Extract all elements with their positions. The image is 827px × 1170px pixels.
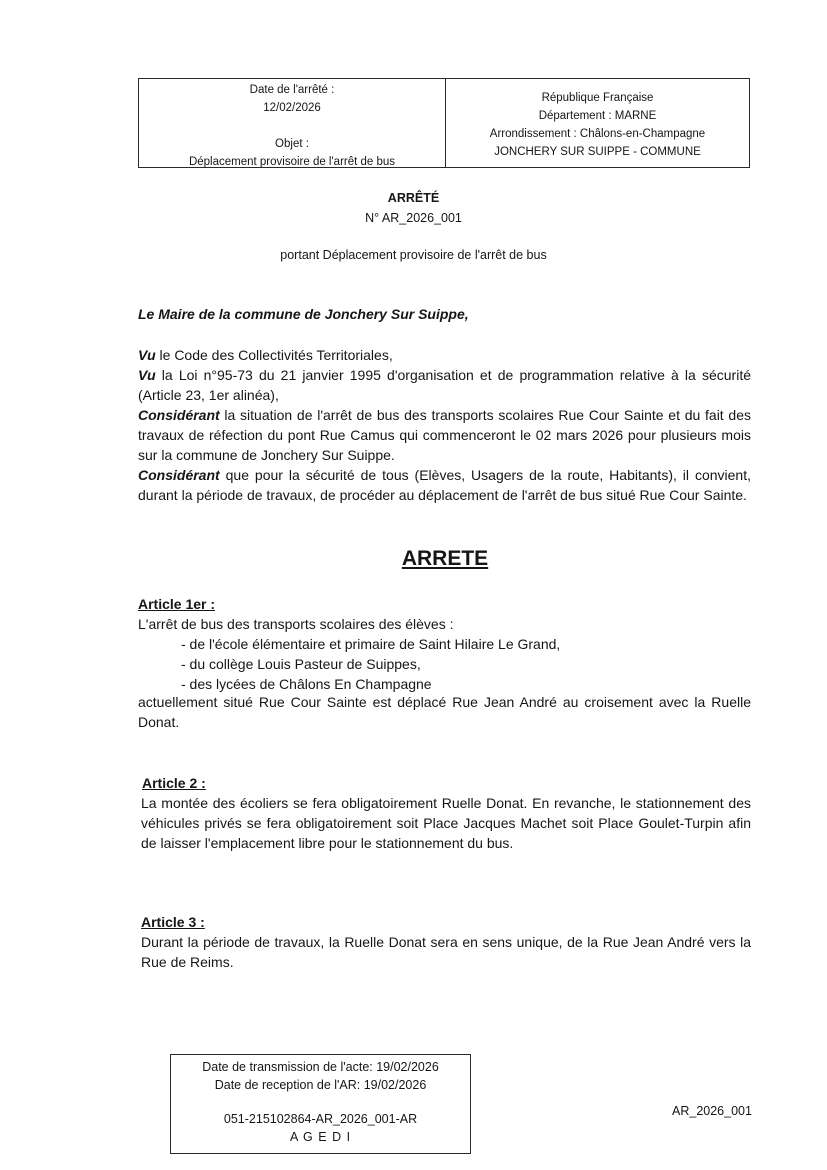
transmission-stamp [170,1054,471,1154]
considerant-securite-text: que pour la sécurité de tous (Elèves, Usagers de la route, Habitants), il convient, durant la période de travaux, de procéder au déplacement de l'arrêt de bus situé Rue Cour Sainte. [138,467,751,503]
republique-line: République Française [541,92,654,104]
header-left-cell [139,79,446,167]
article-3-title: Article 3 : [141,914,205,930]
article-2-title: Article 2 : [142,775,206,791]
vu-loi-text: la Loi n°95-73 du 21 janvier 1995 d'organisation et de programmation relative à la sécurité (Article 23, 1er alinéa), [138,367,751,403]
article-2-text: La montée des écoliers se fera obligatoirement Ruelle Donat. En revanche, le stationnement des véhicules privés se fera obligatoirement soit Place Jacques Machet soit Place Goulet-Turpin afin de laisser l'emplacement libre pour le stationnement du bus. [141,795,751,851]
header-right-cell [446,79,749,167]
article-1-text: actuellement situé Rue Cour Sainte est déplacé Rue Jean André au croisement avec la Ruelle Donat. [138,694,751,730]
arrete-number: N° AR_2026_001 [365,211,462,225]
article-1-title: Article 1er : [138,596,216,612]
arrete-portant: portant Déplacement provisoire de l'arrêt de bus [280,248,547,262]
maire-line: Le Maire de la commune de Jonchery Sur Suippe, [138,306,469,322]
vu-code-text: le Code des Collectivités Territoriales, [155,347,393,363]
acte-reference: 051-215102864-AR_2026_001-AR [223,1112,418,1126]
considerant-lead: Considérant [138,467,220,483]
arrete-heading: ARRETE [401,547,489,570]
considerant-lead: Considérant [138,407,220,423]
article-1-bullet: - du collège Louis Pasteur de Suippes, [181,656,421,672]
date-value: 12/02/2026 [263,102,321,114]
article-3-text: Durant la période de travaux, la Ruelle Donat sera en sens unique, de la Rue Jean André vers la Rue de Reims. [141,934,751,970]
agedi-label: A G E D I [289,1130,352,1144]
article-1-bullet: - des lycées de Châlons En Champagne [181,676,432,692]
vu-loi [138,365,751,405]
arrete-title: ARRÊTÉ [387,191,440,205]
objet-value: Déplacement provisoire de l'arrêt de bus [188,156,396,168]
date-label: Date de l'arrêté : [249,84,335,96]
departement-line: Département : MARNE [538,110,657,122]
reception-date: Date de reception de l'AR: 19/02/2026 [214,1078,427,1092]
vu-lead: Vu [138,367,156,383]
considerant-securite [138,465,751,505]
considerant-situation [138,405,751,465]
vu-lead: Vu [138,347,156,363]
footer-reference: AR_2026_001 [672,1104,752,1118]
arrondissement-line: Arrondissement : Châlons-en-Champagne [489,128,706,140]
considerants-block [138,345,751,505]
header-box [138,78,750,168]
objet-label: Objet : [275,138,309,150]
vu-code [138,345,751,365]
considerant-situation-text: la situation de l'arrêt de bus des transports scolaires Rue Cour Sainte et du fait des travaux de réfection du pont Rue Camus qui commenceront le 02 mars 2026 pour plusieurs mois sur la commune de Jonchery Sur Suippe. [138,407,751,463]
commune-line: JONCHERY SUR SUIPPE - COMMUNE [494,146,701,158]
article-1-bullet: - de l'école élémentaire et primaire de Saint Hilaire Le Grand, [181,636,561,652]
article-1-intro: L'arrêt de bus des transports scolaires des élèves : [138,616,454,632]
transmission-date: Date de transmission de l'acte: 19/02/2026 [202,1060,439,1074]
